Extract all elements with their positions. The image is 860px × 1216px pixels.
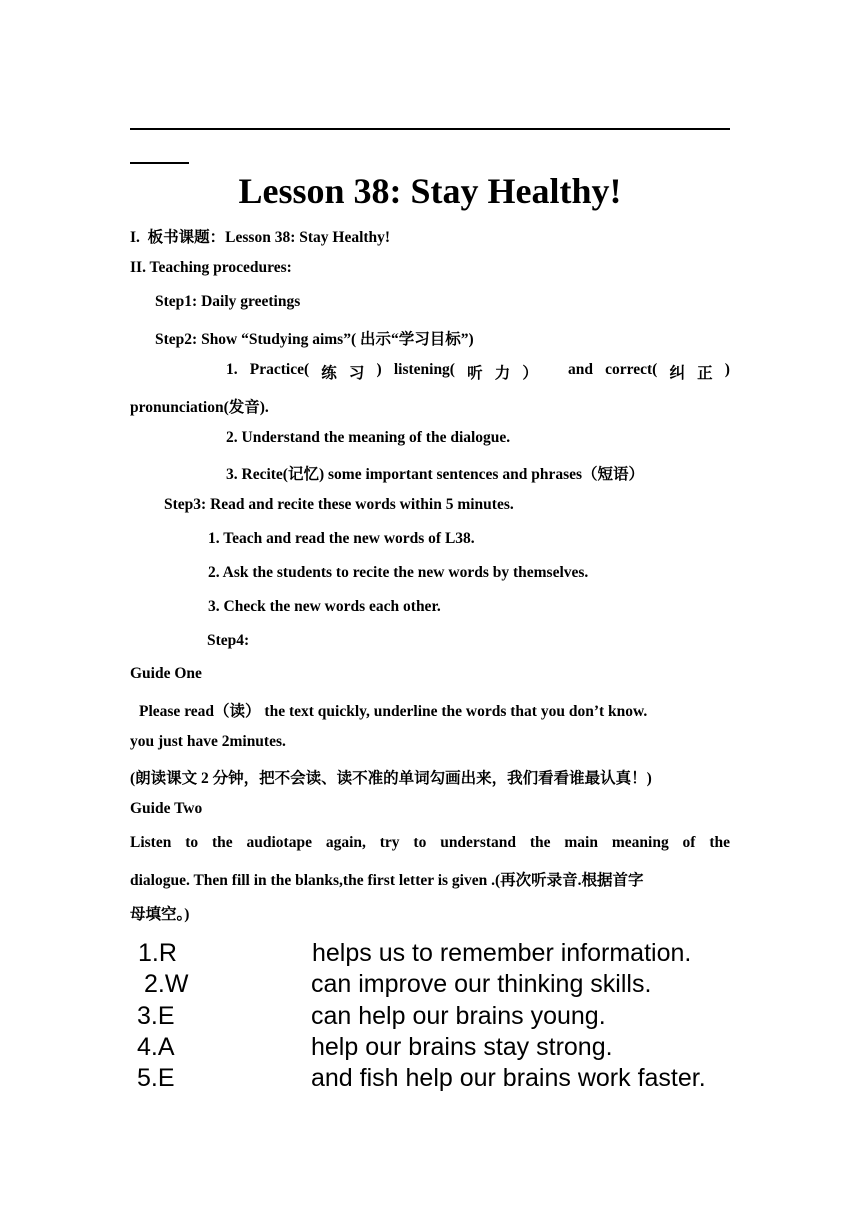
aim-1-part: 力 <box>494 365 511 382</box>
top-rule-continuation <box>130 162 189 164</box>
blank-number: 4.A <box>137 1033 175 1061</box>
top-rule <box>130 128 730 130</box>
guide-one-heading: Guide One <box>130 665 202 682</box>
step-4: Step4: <box>207 632 250 649</box>
guide-two-line-1: Listen to the audiotape again, try to understand the main meaning of the <box>130 834 730 851</box>
blank-sentence: helps us to remember information. <box>312 939 692 967</box>
blank-item-5 <box>0 1064 860 1096</box>
blank-sentence: and fish help our brains work faster. <box>311 1064 706 1092</box>
guide-one-line-1: Please read（读） the text quickly, underline the words that you don’t know. <box>139 703 648 720</box>
blank-item-3 <box>0 1002 860 1034</box>
blank-number: 2.W <box>144 970 189 998</box>
aim-1-part: 1. <box>226 361 238 378</box>
aim-1-part: Practice( <box>249 361 310 378</box>
aim-1-part: listening( <box>393 361 455 378</box>
aim-1-part: ) <box>376 361 382 378</box>
blank-sentence: can help our brains young. <box>311 1002 606 1030</box>
aim-1-part: 练 <box>321 365 337 382</box>
blank-item-4 <box>0 1033 860 1065</box>
aim-1-part: 正 <box>697 365 713 382</box>
aim-1-part: and <box>568 361 594 378</box>
section-2-heading: II. Teaching procedures: <box>130 259 292 276</box>
blank-item-1 <box>0 939 860 971</box>
step-3-item: 1. Teach and read the new words of L38. <box>208 530 475 547</box>
step-1: Step1: Daily greetings <box>155 293 301 310</box>
aim-1-part: 听 <box>467 365 483 382</box>
section-1-label: I. <box>130 229 140 246</box>
aim-1-continuation: pronunciation(发音). <box>130 399 269 416</box>
blank-number: 1.R <box>138 939 177 967</box>
aim-1-part: correct( <box>605 361 658 378</box>
document-title: Lesson 38: Stay Healthy! <box>238 171 622 211</box>
guide-two-heading: Guide Two <box>130 800 203 817</box>
step-3-item: 2. Ask the students to recite the new words by themselves. <box>208 564 589 581</box>
aim-1-part: 纠 <box>669 365 685 382</box>
blank-number: 3.E <box>137 1002 175 1030</box>
blank-number: 5.E <box>137 1064 175 1092</box>
aim-1-part: 习 <box>348 365 365 382</box>
aim-2: 2. Understand the meaning of the dialogue. <box>226 429 511 446</box>
step-3-item: 3. Check the new words each other. <box>208 598 441 615</box>
step-3: Step3: Read and recite these words within 5 minutes. <box>164 496 514 513</box>
aim-3: 3. Recite(记忆) some important sentences and phrases（短语） <box>226 466 645 483</box>
guide-one-line-3: (朗读课文 2 分钟，把不会读、读不准的单词勾画出来，我们看看谁最认真！) <box>130 770 652 787</box>
section-1-text: 板书课题：Lesson 38: Stay Healthy! <box>147 229 391 246</box>
guide-one-line-2: you just have 2minutes. <box>130 733 286 750</box>
step-2: Step2: Show “Studying aims”( 出示“学习目标”) <box>155 331 474 348</box>
guide-two-line-3: 母填空。) <box>130 906 190 923</box>
blank-sentence: can improve our thinking skills. <box>311 970 652 998</box>
blank-item-2 <box>0 970 860 1002</box>
aim-1-part: ） <box>522 365 538 382</box>
aim-1 <box>226 361 730 383</box>
blank-sentence: help our brains stay strong. <box>311 1033 613 1061</box>
guide-two-line-2: dialogue. Then fill in the blanks,the first letter is given .(再次听录音.根据首字 <box>130 872 644 889</box>
section-1-heading <box>130 225 390 247</box>
aim-1-part: ) <box>724 361 730 378</box>
